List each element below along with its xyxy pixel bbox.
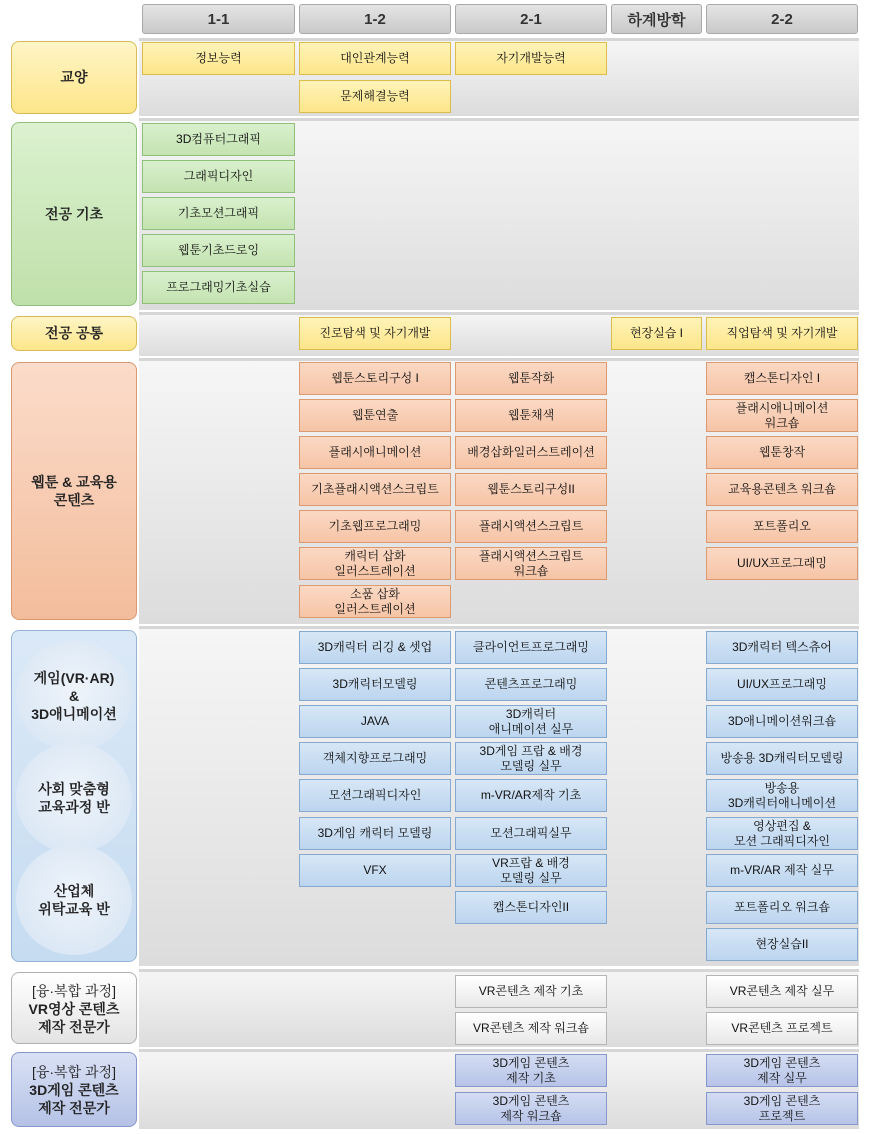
course-cell: 3D캐릭터 리깅 & 셋업 — [299, 631, 451, 664]
course-cell: 웹툰작화 — [455, 362, 607, 395]
game3d-category-sub: [융·복합 과정] — [32, 1064, 116, 1080]
course-cell: 플래시애니메이션 — [299, 436, 451, 469]
course-cell: 웹툰스토리구성II — [455, 473, 607, 506]
course-cell: m-VR/AR제작 기초 — [455, 779, 607, 812]
industry-track-circle: 산업체 위탁교육 반 — [16, 845, 132, 955]
course-cell: 캐릭터 삽화 일러스트레이션 — [299, 547, 451, 580]
course-cell: UI/UX프로그래밍 — [706, 668, 858, 701]
course-cell: 3D게임 프랍 & 배경 모델링 실무 — [455, 742, 607, 775]
major-basic-category: 전공 기초 — [11, 122, 137, 306]
course-cell: 현장실습II — [706, 928, 858, 961]
course-cell: JAVA — [299, 705, 451, 738]
major-common-category: 전공 공통 — [11, 316, 137, 351]
course-cell: VR콘텐츠 프로젝트 — [706, 1012, 858, 1045]
game3d-category-main: 3D게임 콘텐츠 제작 전문가 — [29, 1082, 119, 1117]
game3d-category-title — [11, 1063, 137, 1118]
course-cell: 3D애니메이션워크숍 — [706, 705, 858, 738]
course-cell: UI/UX프로그래밍 — [706, 547, 858, 580]
course-cell: 정보능력 — [142, 42, 295, 75]
webtoon-category: 웹툰 & 교육용 콘텐츠 — [11, 362, 137, 620]
course-cell: 객체지향프로그래밍 — [299, 742, 451, 775]
course-cell: VFX — [299, 854, 451, 887]
course-cell: 기초모션그래픽 — [142, 197, 295, 230]
course-cell: 3D캐릭터모델링 — [299, 668, 451, 701]
course-cell: 포트폴리오 워크숍 — [706, 891, 858, 924]
course-cell: 콘텐츠프로그래밍 — [455, 668, 607, 701]
vr-category-main: VR영상 콘텐츠 제작 전문가 — [28, 1001, 120, 1036]
vr-category-title — [11, 982, 137, 1037]
column-header-2-2: 2-2 — [706, 4, 858, 34]
column-header-1-1: 1-1 — [142, 4, 295, 34]
course-cell: 방송용 3D캐릭터애니메이션 — [706, 779, 858, 812]
course-cell: 교육용콘텐츠 워크숍 — [706, 473, 858, 506]
course-cell: 플래시액션스크립트 워크숍 — [455, 547, 607, 580]
course-cell: 문제해결능력 — [299, 80, 451, 113]
course-cell: 배경삽화일러스트레이션 — [455, 436, 607, 469]
course-cell: 웹툰채색 — [455, 399, 607, 432]
course-cell: 웹툰연출 — [299, 399, 451, 432]
course-cell: VR콘텐츠 제작 기초 — [455, 975, 607, 1008]
course-cell: 플래시애니메이션 워크숍 — [706, 399, 858, 432]
course-cell: VR콘텐츠 제작 워크숍 — [455, 1012, 607, 1045]
course-cell: 기초웹프로그래밍 — [299, 510, 451, 543]
course-cell: 진로탐색 및 자기개발 — [299, 317, 451, 350]
course-cell: 플래시액션스크립트 — [455, 510, 607, 543]
course-cell: 방송용 3D캐릭터모델링 — [706, 742, 858, 775]
general-category: 교양 — [11, 41, 137, 114]
course-cell: 3D게임 캐릭터 모델링 — [299, 817, 451, 850]
vr-category-sub: [융·복합 과정] — [32, 983, 116, 999]
course-cell: 캡스톤디자인II — [455, 891, 607, 924]
column-header-1-2: 1-2 — [299, 4, 451, 34]
course-cell: 포트폴리오 — [706, 510, 858, 543]
course-cell: 웹툰기초드로잉 — [142, 234, 295, 267]
course-cell: 소품 삽화 일러스트레이션 — [299, 585, 451, 618]
course-cell: 캡스톤디자인 I — [706, 362, 858, 395]
course-cell: 대인관계능력 — [299, 42, 451, 75]
course-cell: 웹툰스토리구성 I — [299, 362, 451, 395]
course-cell: 3D게임 콘텐츠 제작 워크숍 — [455, 1092, 607, 1125]
course-cell: VR콘텐츠 제작 실무 — [706, 975, 858, 1008]
course-cell: 직업탐색 및 자기개발 — [706, 317, 858, 350]
social-track-circle: 사회 맞춤형 교육과정 반 — [16, 743, 132, 853]
course-cell: m-VR/AR 제작 실무 — [706, 854, 858, 887]
course-cell: 클라이언트프로그래밍 — [455, 631, 607, 664]
course-cell: 기초플래시액션스크립트 — [299, 473, 451, 506]
course-cell: 영상편집 & 모션 그래픽디자인 — [706, 817, 858, 850]
course-cell: 모션그래픽디자인 — [299, 779, 451, 812]
column-header-2-1: 2-1 — [455, 4, 607, 34]
course-cell: 3D게임 콘텐츠 제작 실무 — [706, 1054, 858, 1087]
course-cell: 모션그래픽실무 — [455, 817, 607, 850]
course-cell: 3D게임 콘텐츠 프로젝트 — [706, 1092, 858, 1125]
course-cell: 그래픽디자인 — [142, 160, 295, 193]
game-track-circle: 게임(VR·AR) & 3D애니메이션 — [16, 641, 132, 751]
column-header-summer: 하계방학 — [611, 4, 702, 34]
course-cell: VR프랍 & 배경 모델링 실무 — [455, 854, 607, 887]
course-cell: 웹툰창작 — [706, 436, 858, 469]
course-cell: 자기개발능력 — [455, 42, 607, 75]
course-cell: 3D캐릭터 애니메이션 실무 — [455, 705, 607, 738]
course-cell: 3D캐릭터 텍스츄어 — [706, 631, 858, 664]
course-cell: 프로그래밍기초실습 — [142, 271, 295, 304]
course-cell: 3D컴퓨터그래픽 — [142, 123, 295, 156]
course-cell: 현장실습 I — [611, 317, 702, 350]
course-cell: 3D게임 콘텐츠 제작 기초 — [455, 1054, 607, 1087]
